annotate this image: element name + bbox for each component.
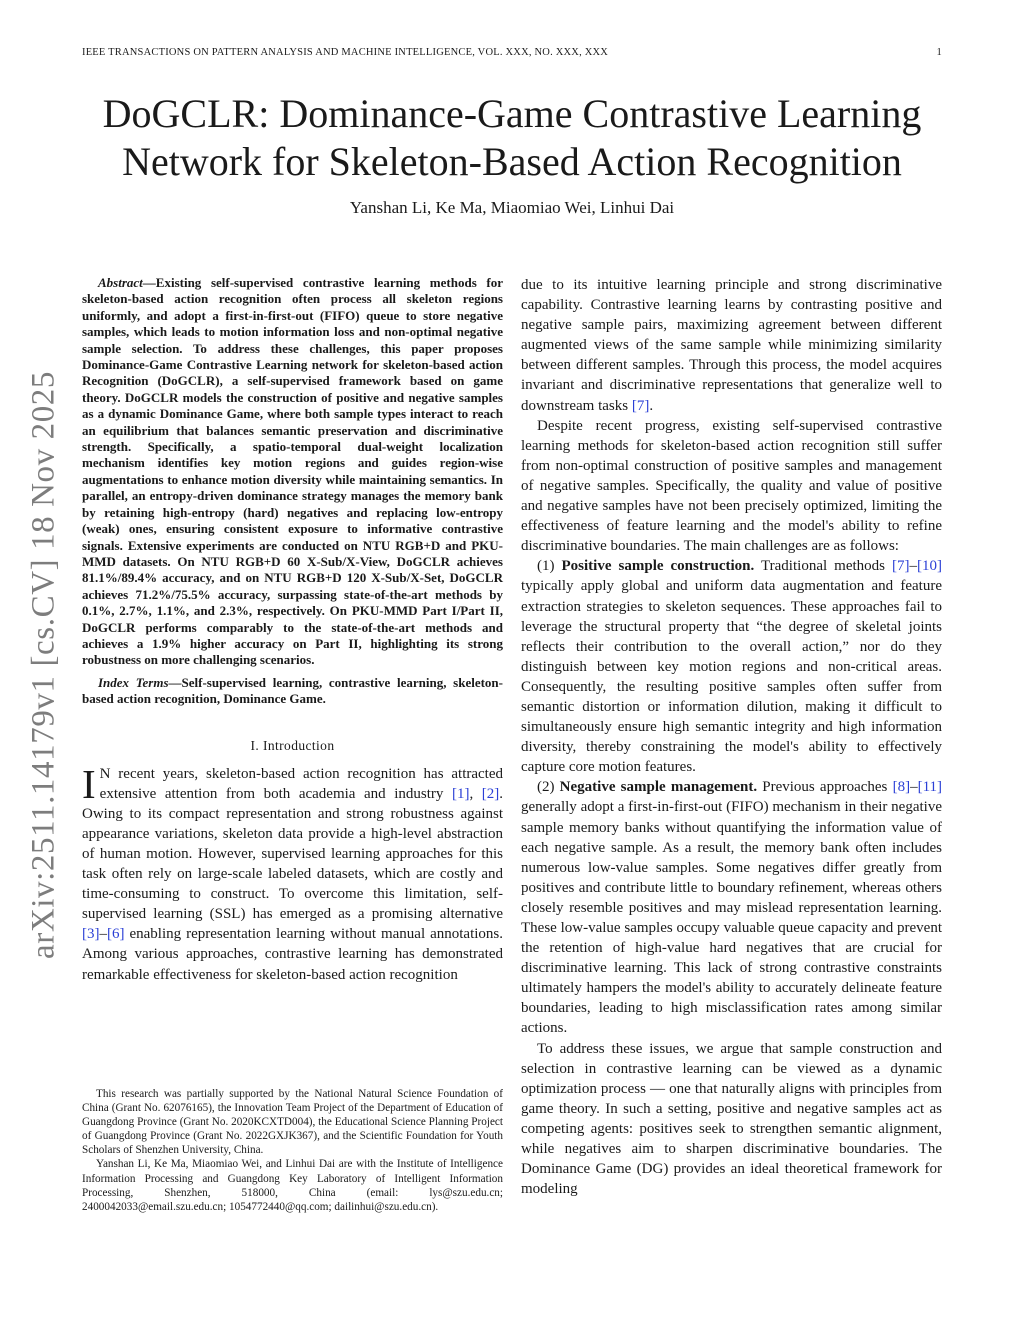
affiliation-footnote: Yanshan Li, Ke Ma, Miaomiao Wei, and Linhui Dai are with the Institute of Intelligence Information Processing and Guangdong Key Laboratory of Intelligent Information Processing, Shenzhen, 518000, China (email: lys@szu.edu.cn; 2400042033@email.szu.edu.cn; 1054772440@qq.com; dailinhui@szu.edu.cn). [82, 1158, 503, 1213]
abstract-text: —Existing self-supervised contrastive learning methods for skeleton-based action recognition often process all skeleton regions uniformly, and adopt a first-in-first-out (FIFO) queue to store negative samples, which leads to motion information loss and non-optimal negative sample selection. To address these challenges, this paper proposes Dominance-Game Contrastive Learning network for skeleton-based action Recognition (DoGCLR), a self-supervised framework based on game theory. DoGCLR models the construction of positive and negative samples as a dynamic Dominance Game, where both sample types interact to reach an equilibrium that balances semantic preservation and discriminative strength. Specifically, a spatio-temporal dual-weight localization mechanism identifies key motion regions and guides region-wise augmentations to enhance motion diversity while maintaining semantics. In parallel, an entropy-driven dominance strategy manages the memory bank by retaining high-entropy (hard) negatives and replacing low-entropy (weak) ones, ensuring consistent exposure to informative contrastive signals. Extensive experiments are conducted on NTU RGB+D and PKU-MMD datasets. On NTU RGB+D 60 X-Sub/X-View, DoGCLR achieves 81.1%/89.4% accuracy, and on NTU RGB+D 120 X-Sub/X-Set, DoGCLR achieves 71.2%/75.5% accuracy, surpassing state-of-the-art methods by 0.1%, 2.7%, 1.1%, and 2.3%, respectively. On PKU-MMD Part I/Part II, DoGCLR performs comparably to the state-of-the-art methods and achieves a 1.9% higher accuracy on Part II, highlighting its strong robustness on more challenging scenarios. [82, 275, 503, 668]
journal-name: IEEE TRANSACTIONS ON PATTERN ANALYSIS AND MACHINE INTELLIGENCE, VOL. XXX, NO. XXX, XXX [82, 47, 609, 58]
range-dash: – [909, 558, 917, 575]
title-line-1: DoGCLR: Dominance-Game Contrastive Learning [102, 91, 922, 136]
paragraph-3 [521, 556, 942, 777]
citation-link[interactable]: [7] [631, 397, 650, 414]
paragraph-5: To address these issues, we argue that sample construction and selection in contrastive learning can be viewed as a dynamic optimization process — one that naturally aligns with principles from game theory. In such a setting, positive and negative samples act as competing agents: positives seek to strengthen semantic alignment, while negatives aim to sharpen discriminative boundaries. The Dominance Game (DG) provides an ideal theoretical framework for modeling [521, 1040, 942, 1198]
paragraph-4 [521, 777, 942, 1038]
item-lead: Positive sample construction. [561, 558, 755, 575]
citation-link[interactable]: [11] [917, 779, 943, 796]
funding-footnote: This research was partially supported by the National Natural Science Foundation of China (Grant No. 62076165), the Innovation Team Project of the Department of Education of Guangdong Province (Grant No. 2020KCXTD004), the Educational Science Planning Project of Guangdong Province (Grant No. 2022GXJK367), and the Scientific Foundation for Youth Scholars of Shenzhen University, China. [82, 1088, 503, 1157]
right-column [521, 275, 942, 1199]
paragraph-3-text-b: typically apply global and uniform data augmentation and feature extraction strategies to skeleton sequences. These approaches fail to leverage the structural property that “the degree of skeletal joints reflects their contribution to the overall action,” nor do they distinguish between key motion regions and non-critical areas. Consequently, the resulting positive samples often suffer from semantic distortion or information dilution, making it difficult to simultaneously ensure high semantic integrity and high information diversity, thereby constraining the model's ability to effectively capture core motion features. [521, 578, 942, 776]
paragraph-3-text-a: Traditional methods [754, 558, 892, 575]
index-terms-text: —Self-supervised learning, contrastive learning, skeleton-based action recognition, Dominance Game. [82, 674, 503, 707]
drop-cap: I [82, 760, 96, 807]
citation-link[interactable]: [7] [892, 558, 910, 575]
paragraph-4-text-b: generally adopt a first-in-first-out (FIFO) mechanism in their negative sample memory banks without quantifying the information value of each negative sample. As a result, the memory bank often includes numerous low-value samples. Some negatives differ greatly from positives and contribute little to boundary refinement, whereas others closely resemble positives and may mislead representation learning. These low-value samples occupy valuable queue capacity and prevent the retention of high-value hard negatives that are crucial for discriminative learning. This lack of strong contrastive constraints ultimately hampers the model's ability to accurately delineate feature boundaries, leading to high misclassification rates among similar actions. [521, 799, 942, 1037]
index-terms-label: Index Terms [98, 674, 169, 690]
page-number: 1 [936, 47, 942, 58]
citation-link[interactable]: [1] [451, 785, 470, 802]
paper-title [0, 90, 1024, 186]
range-dash: – [910, 779, 918, 796]
arxiv-id: arXiv:2511.14179v1 [cs.CV] 18 Nov 2025 [25, 370, 62, 960]
paragraph-2: Despite recent progress, existing self-supervised contrastive learning methods for skeleton-based action recognition still suffer from non-optimal construction of positive samples and management of negative samples. Specifically, the quality and value of positive and negative samples have not been precisely optimized, limiting the effectiveness of feature learning and the model's ability to refine discriminative boundaries. The main challenges are as follows: [521, 417, 942, 555]
paragraph-1 [521, 275, 942, 416]
left-column [82, 275, 503, 985]
running-header [82, 47, 942, 58]
abstract [82, 275, 503, 669]
paragraph-1-end: . [649, 397, 654, 414]
title-line-2: Network for Skeleton-Based Action Recognition [122, 139, 902, 184]
intro-text-4: – [99, 926, 107, 943]
intro-text-3: . Owing to its compact representation and strong robustness against appearance variations, skeleton data provide a high-level abstraction of human motion. However, supervised learning approaches for this task often rely on large-scale labeled datasets, which are costly and time-consuming to construct. To overcome this limitation, self-supervised learning (SSL) has emerged as a promising alternative [82, 785, 504, 923]
section-heading: I. Introduction [250, 737, 335, 753]
citation-link[interactable]: [2] [481, 785, 500, 802]
intro-text-2: , [469, 785, 482, 802]
paragraph-4-text-a: Previous approaches [757, 779, 893, 796]
intro-text-5: enabling representation learning without manual annotations. Among various approaches, contrastive learning has demonstrated remarkable effectiveness for skeleton-based action recognition [82, 926, 503, 983]
citation-link[interactable]: [10] [917, 558, 942, 575]
arxiv-stamp [17, 370, 71, 960]
citation-link[interactable]: [8] [892, 779, 911, 796]
author-list: Yanshan Li, Ke Ma, Miaomiao Wei, Linhui Dai [349, 198, 675, 217]
citation-link[interactable]: [3] [82, 926, 100, 943]
citation-link[interactable]: [6] [107, 926, 125, 943]
paragraph-1-text: due to its intuitive learning principle and strong discriminative capability. Contrastive learning learns by contrasting positive and negative sample pairs, maximizing agreement between different augmented views of the same sample while minimizing similarity between different samples. Through this process, the model acquires invariant and discriminative representations that generalize well to downstream tasks [521, 277, 942, 414]
index-terms [82, 675, 503, 708]
abstract-label: Abstract [98, 275, 143, 290]
footnotes [82, 1087, 503, 1214]
item-number: (1) [537, 558, 562, 575]
intro-text-1: N recent years, skeleton-based action recognition has attracted extensive attention from both academia and industry [99, 765, 503, 802]
item-number: (2) [537, 779, 560, 796]
item-lead: Negative sample management. [559, 779, 758, 796]
intro-paragraph [82, 760, 504, 985]
